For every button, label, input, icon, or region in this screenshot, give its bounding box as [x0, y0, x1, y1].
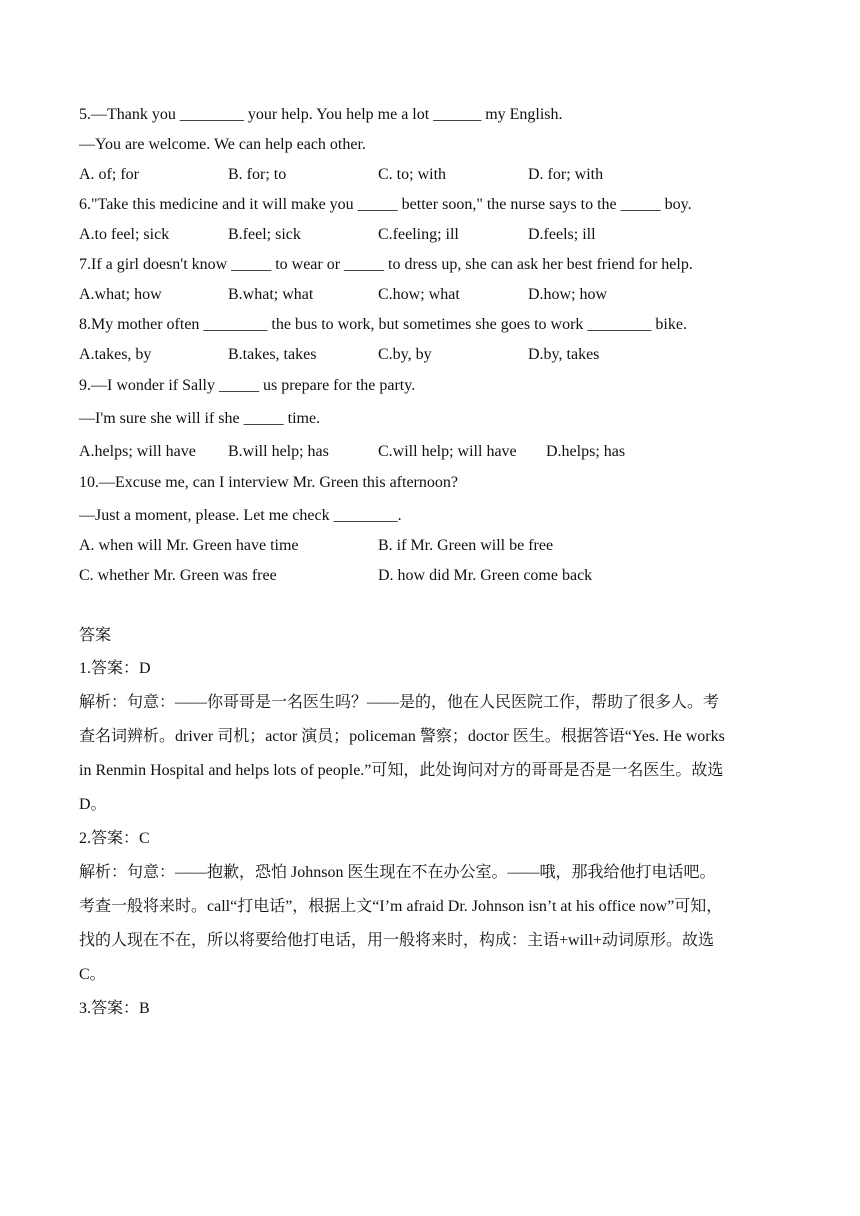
question-6-option-d: D.feels; ill	[528, 226, 596, 243]
question-10-option-d: D. how did Mr. Green come back	[378, 567, 593, 584]
question-8-option-d: D.by, takes	[528, 346, 600, 363]
question-8-option-a: A.takes, by	[79, 346, 152, 363]
question-6-option-c: C.feeling; ill	[378, 226, 459, 243]
question-7-option-d: D.how; how	[528, 286, 608, 303]
question-9-option-b: B.will help; has	[228, 443, 329, 460]
question-8-option-b: B.takes, takes	[228, 346, 317, 363]
question-9-stem-line-2: —I'm sure she will if she _____ time.	[79, 410, 321, 427]
question-10-option-c: C. whether Mr. Green was free	[79, 567, 277, 584]
answer-1-label: 1.答案：D	[79, 660, 151, 677]
answer-1-analysis-line-4: D。	[79, 796, 107, 813]
question-9-option-c: C.will help; will have	[378, 443, 517, 460]
answer-1-analysis-line-2: 查名词辨析。driver 司机；actor 演员；policeman 警察；doctor 医生。根据答语“Yes. He works	[79, 728, 725, 745]
question-5-option-c: C. to; with	[378, 166, 447, 183]
question-6-option-b: B.feel; sick	[228, 226, 301, 243]
question-10-option-a: A. when will Mr. Green have time	[79, 537, 299, 554]
answer-3-label: 3.答案：B	[79, 1000, 150, 1017]
question-10-stem-line-1: 10.—Excuse me, can I interview Mr. Green this afternoon?	[79, 474, 458, 491]
answer-2-analysis-line-4: C。	[79, 966, 106, 983]
question-7-stem: 7.If a girl doesn't know _____ to wear or _____ to dress up, she can ask her best friend for help.	[79, 256, 693, 273]
question-10-option-b: B. if Mr. Green will be free	[378, 537, 554, 554]
question-7-option-c: C.how; what	[378, 286, 460, 303]
question-7-option-b: B.what; what	[228, 286, 314, 303]
answer-1-analysis-line-1: 解析：句意：——你哥哥是一名医生吗？——是的，他在人民医院工作，帮助了很多人。考	[79, 694, 720, 711]
question-9-option-d: D.helps; has	[546, 443, 626, 460]
answer-2-analysis-line-2: 考查一般将来时。call“打电话”，根据上文“I’m afraid Dr. Johnson isn’t at his office now”可知，	[79, 898, 723, 915]
question-8-option-c: C.by, by	[378, 346, 432, 363]
question-5-stem-line-1: 5.—Thank you ________ your help. You help me a lot ______ my English.	[79, 106, 563, 123]
answer-2-analysis-line-1: 解析：句意：——抱歉，恐怕 Johnson 医生现在不在办公室。——哦，那我给他打电话吧。	[79, 864, 716, 881]
question-7-option-a: A.what; how	[79, 286, 162, 303]
answer-1-analysis-line-3: in Renmin Hospital and helps lots of people.”可知，此处询问对方的哥哥是否是一名医生。故选	[79, 762, 724, 779]
question-5-option-a: A. of; for	[79, 166, 139, 183]
question-5-option-d: D. for; with	[528, 166, 604, 183]
question-9-option-a: A.helps; will have	[79, 443, 196, 460]
question-5-stem-line-2: —You are welcome. We can help each other.	[79, 136, 366, 153]
question-10-stem-line-2: —Just a moment, please. Let me check ________.	[79, 507, 402, 524]
question-8-stem: 8.My mother often ________ the bus to work, but sometimes she goes to work ________ bike.	[79, 316, 687, 333]
question-9-stem-line-1: 9.—I wonder if Sally _____ us prepare for the party.	[79, 377, 416, 394]
answer-2-label: 2.答案：C	[79, 830, 150, 847]
answers-heading: 答案	[79, 627, 112, 644]
question-5-option-b: B. for; to	[228, 166, 287, 183]
question-6-stem: 6."Take this medicine and it will make you _____ better soon," the nurse says to the _____ boy.	[79, 196, 692, 213]
question-6-option-a: A.to feel; sick	[79, 226, 170, 243]
answer-2-analysis-line-3: 找的人现在不在，所以将要给他打电话，用一般将来时，构成：主语+will+动词原形。故选	[79, 932, 714, 949]
